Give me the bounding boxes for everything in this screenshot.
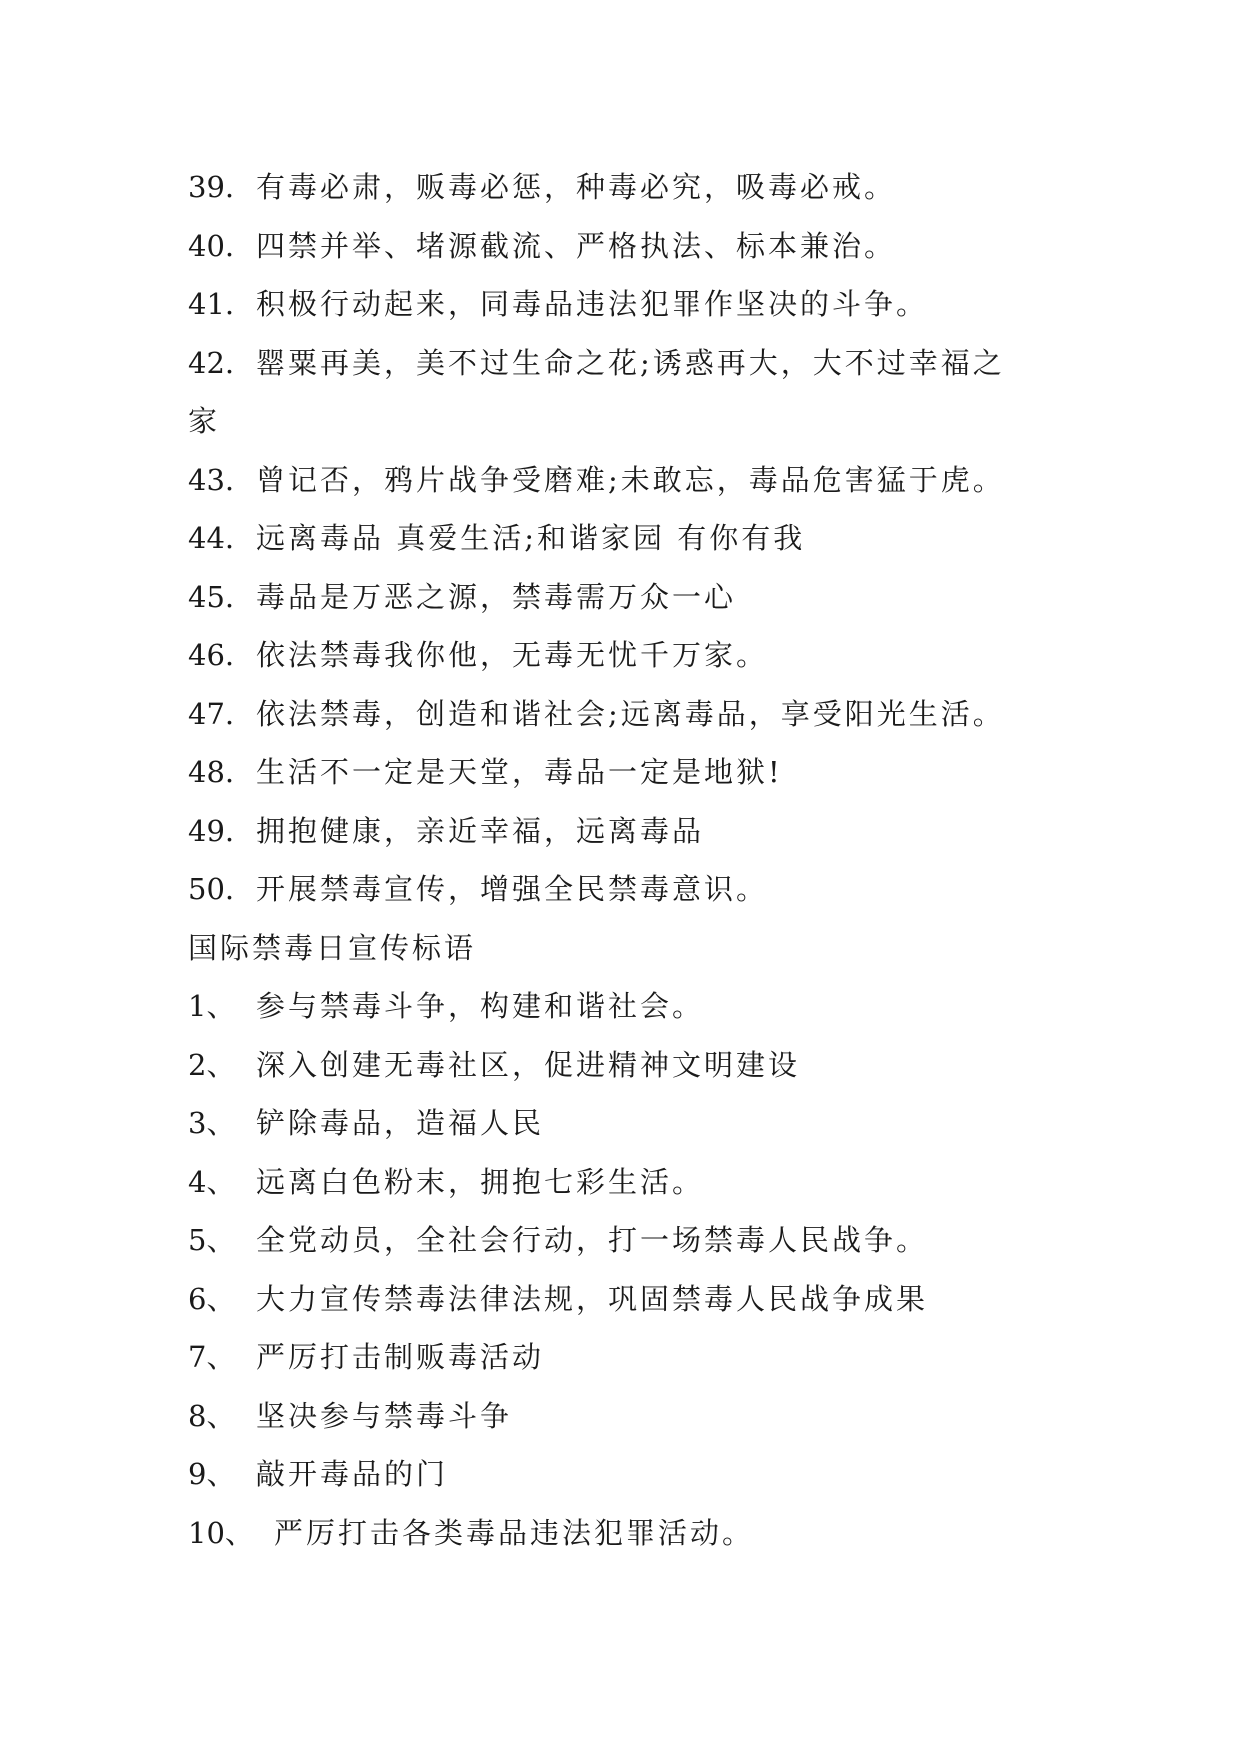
slogan-line	[188, 334, 1068, 393]
slogan-line	[188, 802, 1068, 861]
slogan-number: 39.	[188, 170, 235, 204]
slogan-line	[188, 217, 1068, 276]
slogan-text: 毒品是万恶之源，禁毒需万众一心	[256, 579, 737, 614]
slogan-number: 3、	[188, 1106, 236, 1140]
slogan-text: 家	[188, 404, 221, 438]
slogan-text: 罂粟再美，美不过生命之花;诱惑再大，大不过幸福之	[256, 345, 1005, 380]
slogan-number: 8、	[188, 1398, 236, 1433]
slogan-line	[188, 509, 1068, 568]
slogan-line	[188, 1387, 1068, 1446]
slogan-text: 严厉打击各类毒品违法犯罪活动。	[274, 1515, 755, 1550]
slogan-number: 2、	[188, 1047, 236, 1082]
slogan-line	[188, 743, 1068, 802]
slogan-number: 47.	[188, 696, 235, 731]
slogan-text: 开展禁毒宣传，增强全民禁毒意识。	[256, 872, 769, 906]
slogan-number: 4、	[188, 1164, 236, 1199]
slogan-text: 拥抱健康，亲近幸福，远离毒品	[256, 813, 705, 848]
slogan-line	[188, 158, 1068, 217]
slogan-text: 曾记否，鸦片战争受磨难;未敢忘，毒品危害猛于虎。	[256, 462, 1005, 497]
slogan-line	[188, 1094, 1068, 1153]
slogan-text: 深入创建无毒社区，促进精神文明建设	[256, 1047, 801, 1082]
slogan-line	[188, 568, 1068, 627]
slogan-number: 48.	[188, 755, 235, 789]
slogan-text: 有毒必肃，贩毒必惩，种毒必究，吸毒必戒。	[256, 170, 897, 204]
document-body	[188, 158, 1068, 1562]
slogan-line	[188, 451, 1068, 510]
slogan-text: 坚决参与禁毒斗争	[256, 1398, 513, 1433]
slogan-text: 依法禁毒，创造和谐社会;远离毒品，享受阳光生活。	[256, 696, 1005, 731]
slogan-text: 铲除毒品，造福人民	[256, 1106, 545, 1140]
slogan-number: 45.	[188, 579, 235, 614]
slogan-text: 全党动员，全社会行动，打一场禁毒人民战争。	[256, 1223, 929, 1257]
slogan-line	[188, 1270, 1068, 1329]
slogan-number: 49.	[188, 813, 235, 848]
slogan-line	[188, 1036, 1068, 1095]
slogan-text: 参与禁毒斗争，构建和谐社会。	[256, 989, 705, 1023]
slogan-text: 敲开毒品的门	[256, 1457, 449, 1491]
slogan-line	[188, 1445, 1068, 1504]
slogan-line	[188, 1211, 1068, 1270]
slogan-number: 6、	[188, 1281, 236, 1316]
slogan-number: 5、	[188, 1223, 236, 1257]
slogan-text: 远离毒品 真爱生活;和谐家园 有你有我	[256, 521, 806, 555]
slogan-line	[188, 860, 1068, 919]
slogan-text: 生活不一定是天堂，毒品一定是地狱!	[256, 755, 783, 789]
slogan-number: 46.	[188, 638, 235, 672]
slogan-line	[188, 1153, 1068, 1212]
slogan-text: 严厉打击制贩毒活动	[256, 1340, 545, 1374]
slogan-text: 大力宣传禁毒法律法规，巩固禁毒人民战争成果	[256, 1281, 929, 1316]
slogan-line	[188, 685, 1068, 744]
slogan-number: 41.	[188, 287, 235, 321]
slogan-number: 7、	[188, 1340, 236, 1374]
slogan-number: 43.	[188, 462, 235, 497]
slogan-text: 远离白色粉末，拥抱七彩生活。	[256, 1164, 705, 1199]
slogan-text: 依法禁毒我你他，无毒无忧千万家。	[256, 638, 769, 672]
slogan-line	[188, 1504, 1068, 1563]
slogan-number: 40.	[188, 228, 235, 263]
slogan-number: 10、	[188, 1515, 254, 1550]
slogan-number: 9、	[188, 1457, 236, 1491]
slogan-number: 42.	[188, 345, 235, 380]
slogan-text: 四禁并举、堵源截流、严格执法、标本兼治。	[256, 228, 897, 263]
section-heading: 国际禁毒日宣传标语	[188, 930, 477, 965]
slogan-line	[188, 1328, 1068, 1387]
slogan-number: 1、	[188, 989, 236, 1023]
slogan-number: 50.	[188, 872, 235, 906]
slogan-line	[188, 275, 1068, 334]
slogan-text: 积极行动起来，同毒品违法犯罪作坚决的斗争。	[256, 287, 929, 321]
slogan-line	[188, 626, 1068, 685]
slogan-number: 44.	[188, 521, 235, 555]
slogan-line-continuation	[188, 392, 1068, 451]
slogan-line	[188, 977, 1068, 1036]
